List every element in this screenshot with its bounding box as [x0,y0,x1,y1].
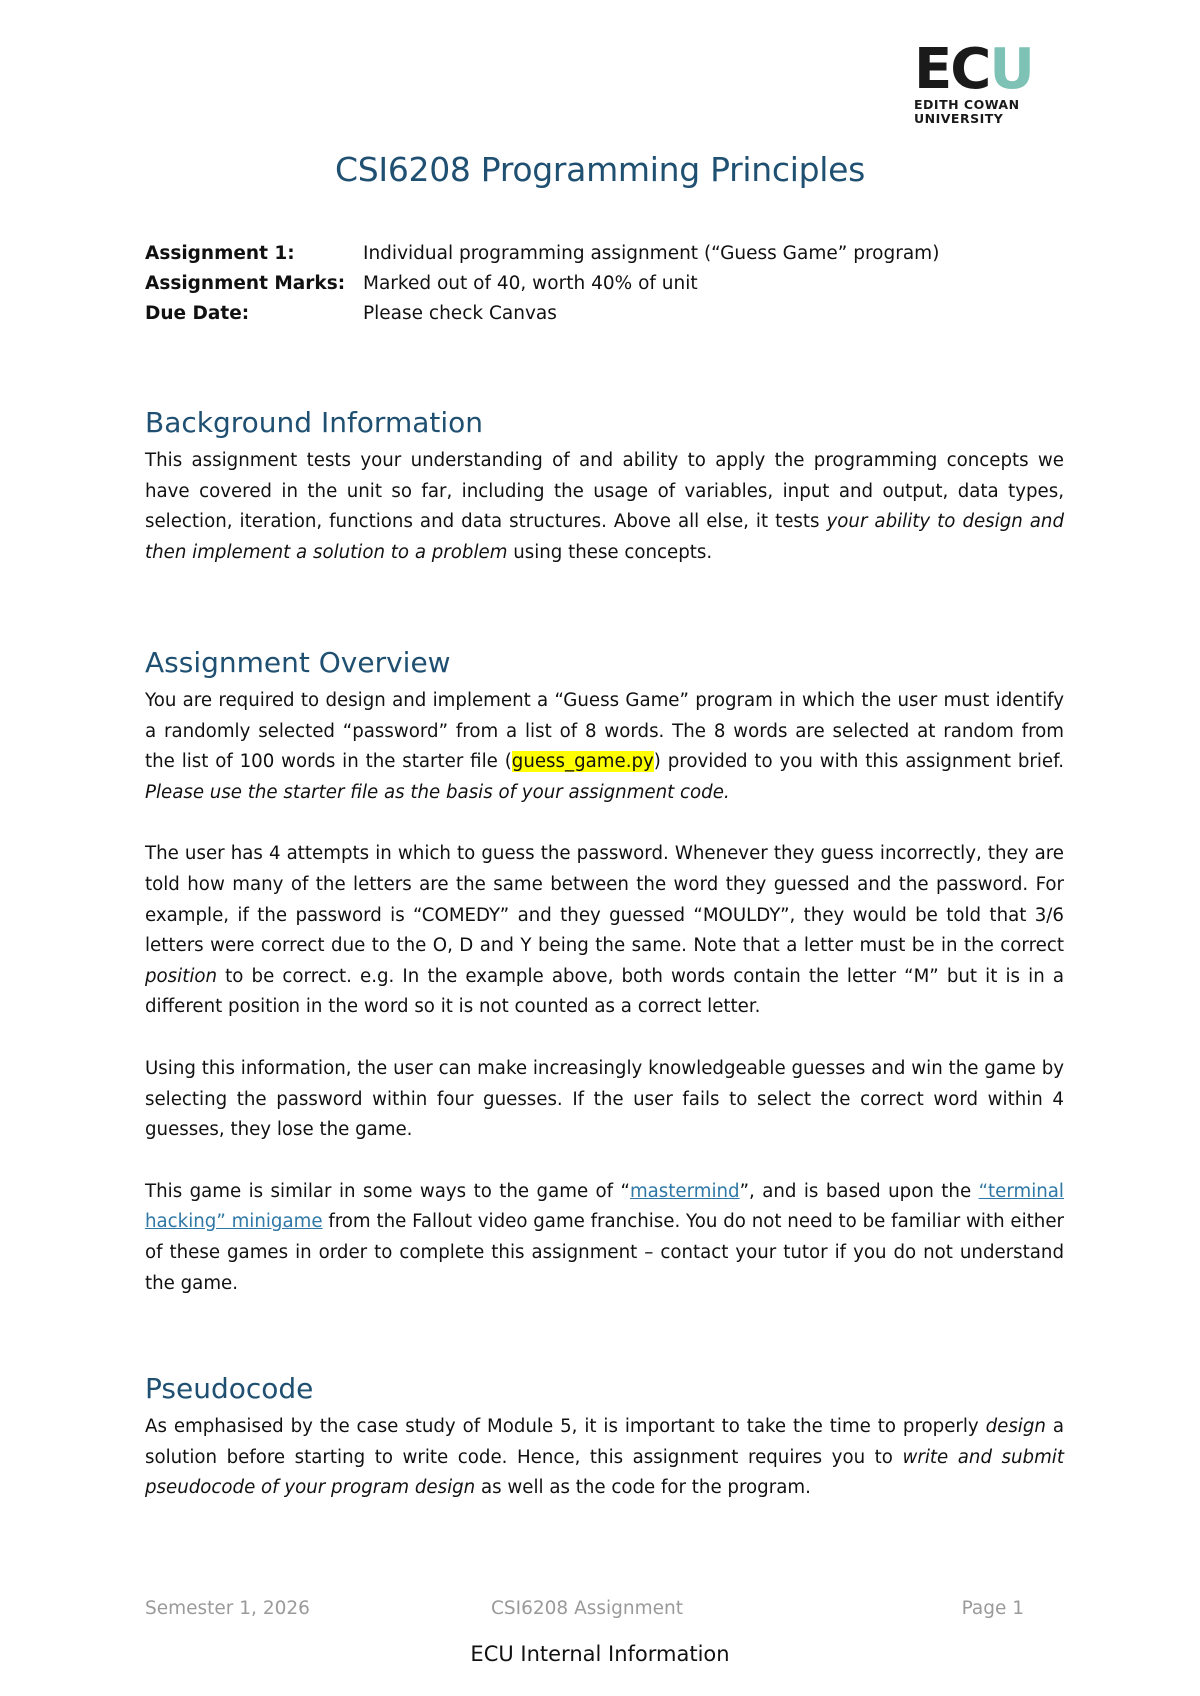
meta-row-assignment [145,238,939,268]
meta-value: Please check Canvas [363,302,557,324]
paragraph-gap [145,808,1064,839]
link-terminal-hacking[interactable]: “terminal hacking” minigame [145,1180,1064,1233]
section-pseudocode [145,1370,1064,1504]
link-mastermind[interactable]: mastermind [629,1180,740,1202]
overview-paragraph-3: Using this information, the user can make increasingly knowledgeable guesses and win the game by selecting the password within four guesses. If the user fails to select the correct word within 4 guesses, they lose the game. [145,1057,1064,1141]
text-run: to be correct. e.g. In the example above, both words contain the letter “M” but it is in a different position in the word so it is not counted as a correct letter. [145,965,1064,1018]
emphasis-text: write and submit pseudocode of your program design [145,1446,1064,1499]
overview-paragraph-2 [145,839,1064,1023]
meta-value: Marked out of 40, worth 40% of unit [363,272,698,294]
section-overview [145,644,1064,1299]
text-run: as well as the code for the program. [475,1477,811,1499]
emphasis-text: design [985,1416,1046,1437]
logo-letters: EC [914,37,990,102]
highlighted-filename: guess_game.py [511,751,654,773]
assignment-meta [145,238,939,328]
footer-page-number: Page 1 [961,1598,1024,1619]
text-run: using these concepts. [507,541,713,563]
overview-paragraph-1 [145,686,1064,808]
meta-row-due-date [145,298,939,328]
section-background [145,404,1064,568]
text-run: As emphasised by the case study of Module 5, it is important to take the time to properly [145,1416,986,1437]
paragraph-gap [145,1146,1064,1177]
paragraph-gap [145,1023,1064,1054]
emphasis-text: position [145,965,218,987]
meta-label: Assignment Marks: [145,272,346,294]
overview-paragraph-4 [145,1177,1064,1299]
meta-label: Assignment 1: [145,242,295,264]
meta-value: Individual programming assignment (“Guess Game” program) [363,242,940,264]
classification-label: ECU Internal Information [470,1642,730,1666]
text-run: This game is similar in some ways to the game of “ [145,1180,630,1202]
text-run: This assignment tests your understanding of and ability to apply the programming concepts we have covered in the unit so far, including the usage of variables, input and output, data types, selection, iteration, functions and data structures. Above all else, it tests [145,450,1064,533]
text-run: You are required to design and implement a “Guess Game” program in which the user must identify a randomly selected “password” from a list of 8 words. The 8 words are selected at random from the list of 100 words in the starter file ( [145,690,1064,773]
emphasis-text: Please use the starter file as the basis of your assignment code. [145,781,730,803]
pseudocode-paragraph [145,1412,1064,1504]
page-title: CSI6208 Programming Principles [335,150,865,189]
section-heading-overview: Assignment Overview [145,646,451,679]
text-run: The user has 4 attempts in which to guess the password. Whenever they guess incorrectly, they are told how many of the letters are the same between the word they guessed and the password. For example, if the password is “COMEDY” and they guessed “MOULDY”, they would be told that 3/6 letters were correct due to the O, D and Y being the same. Note that a letter must be in the correct [145,843,1064,957]
meta-row-marks [145,268,939,298]
ecu-logo [914,37,1033,126]
text-run: ”, and is based upon the [739,1180,979,1202]
logo-line-1: EDITH COWAN [914,97,1020,112]
footer-semester: Semester 1, 2026 [145,1598,310,1619]
text-run: from the Fallout video game franchise. You do not need to be familiar with either of these games in order to complete this assignment – contact your tutor if you do not understand the game. [145,1211,1064,1294]
section-heading-pseudocode: Pseudocode [145,1372,314,1405]
background-paragraph [145,446,1064,568]
emphasis-text: your ability to design and then implement a solution to a problem [145,511,1064,563]
logo-line-2: UNIVERSITY [914,111,1004,126]
logo-letter-u: U [989,37,1033,102]
text-run: a solution before starting to write code. Hence, this assignment requires you to [145,1416,1064,1468]
text-run: ) provided to you with this assignment brief. [653,751,1064,773]
logo-mark [914,37,1033,102]
section-heading-background: Background Information [145,406,484,439]
footer-doc-name: CSI6208 Assignment [491,1598,684,1619]
meta-label: Due Date: [145,302,250,324]
